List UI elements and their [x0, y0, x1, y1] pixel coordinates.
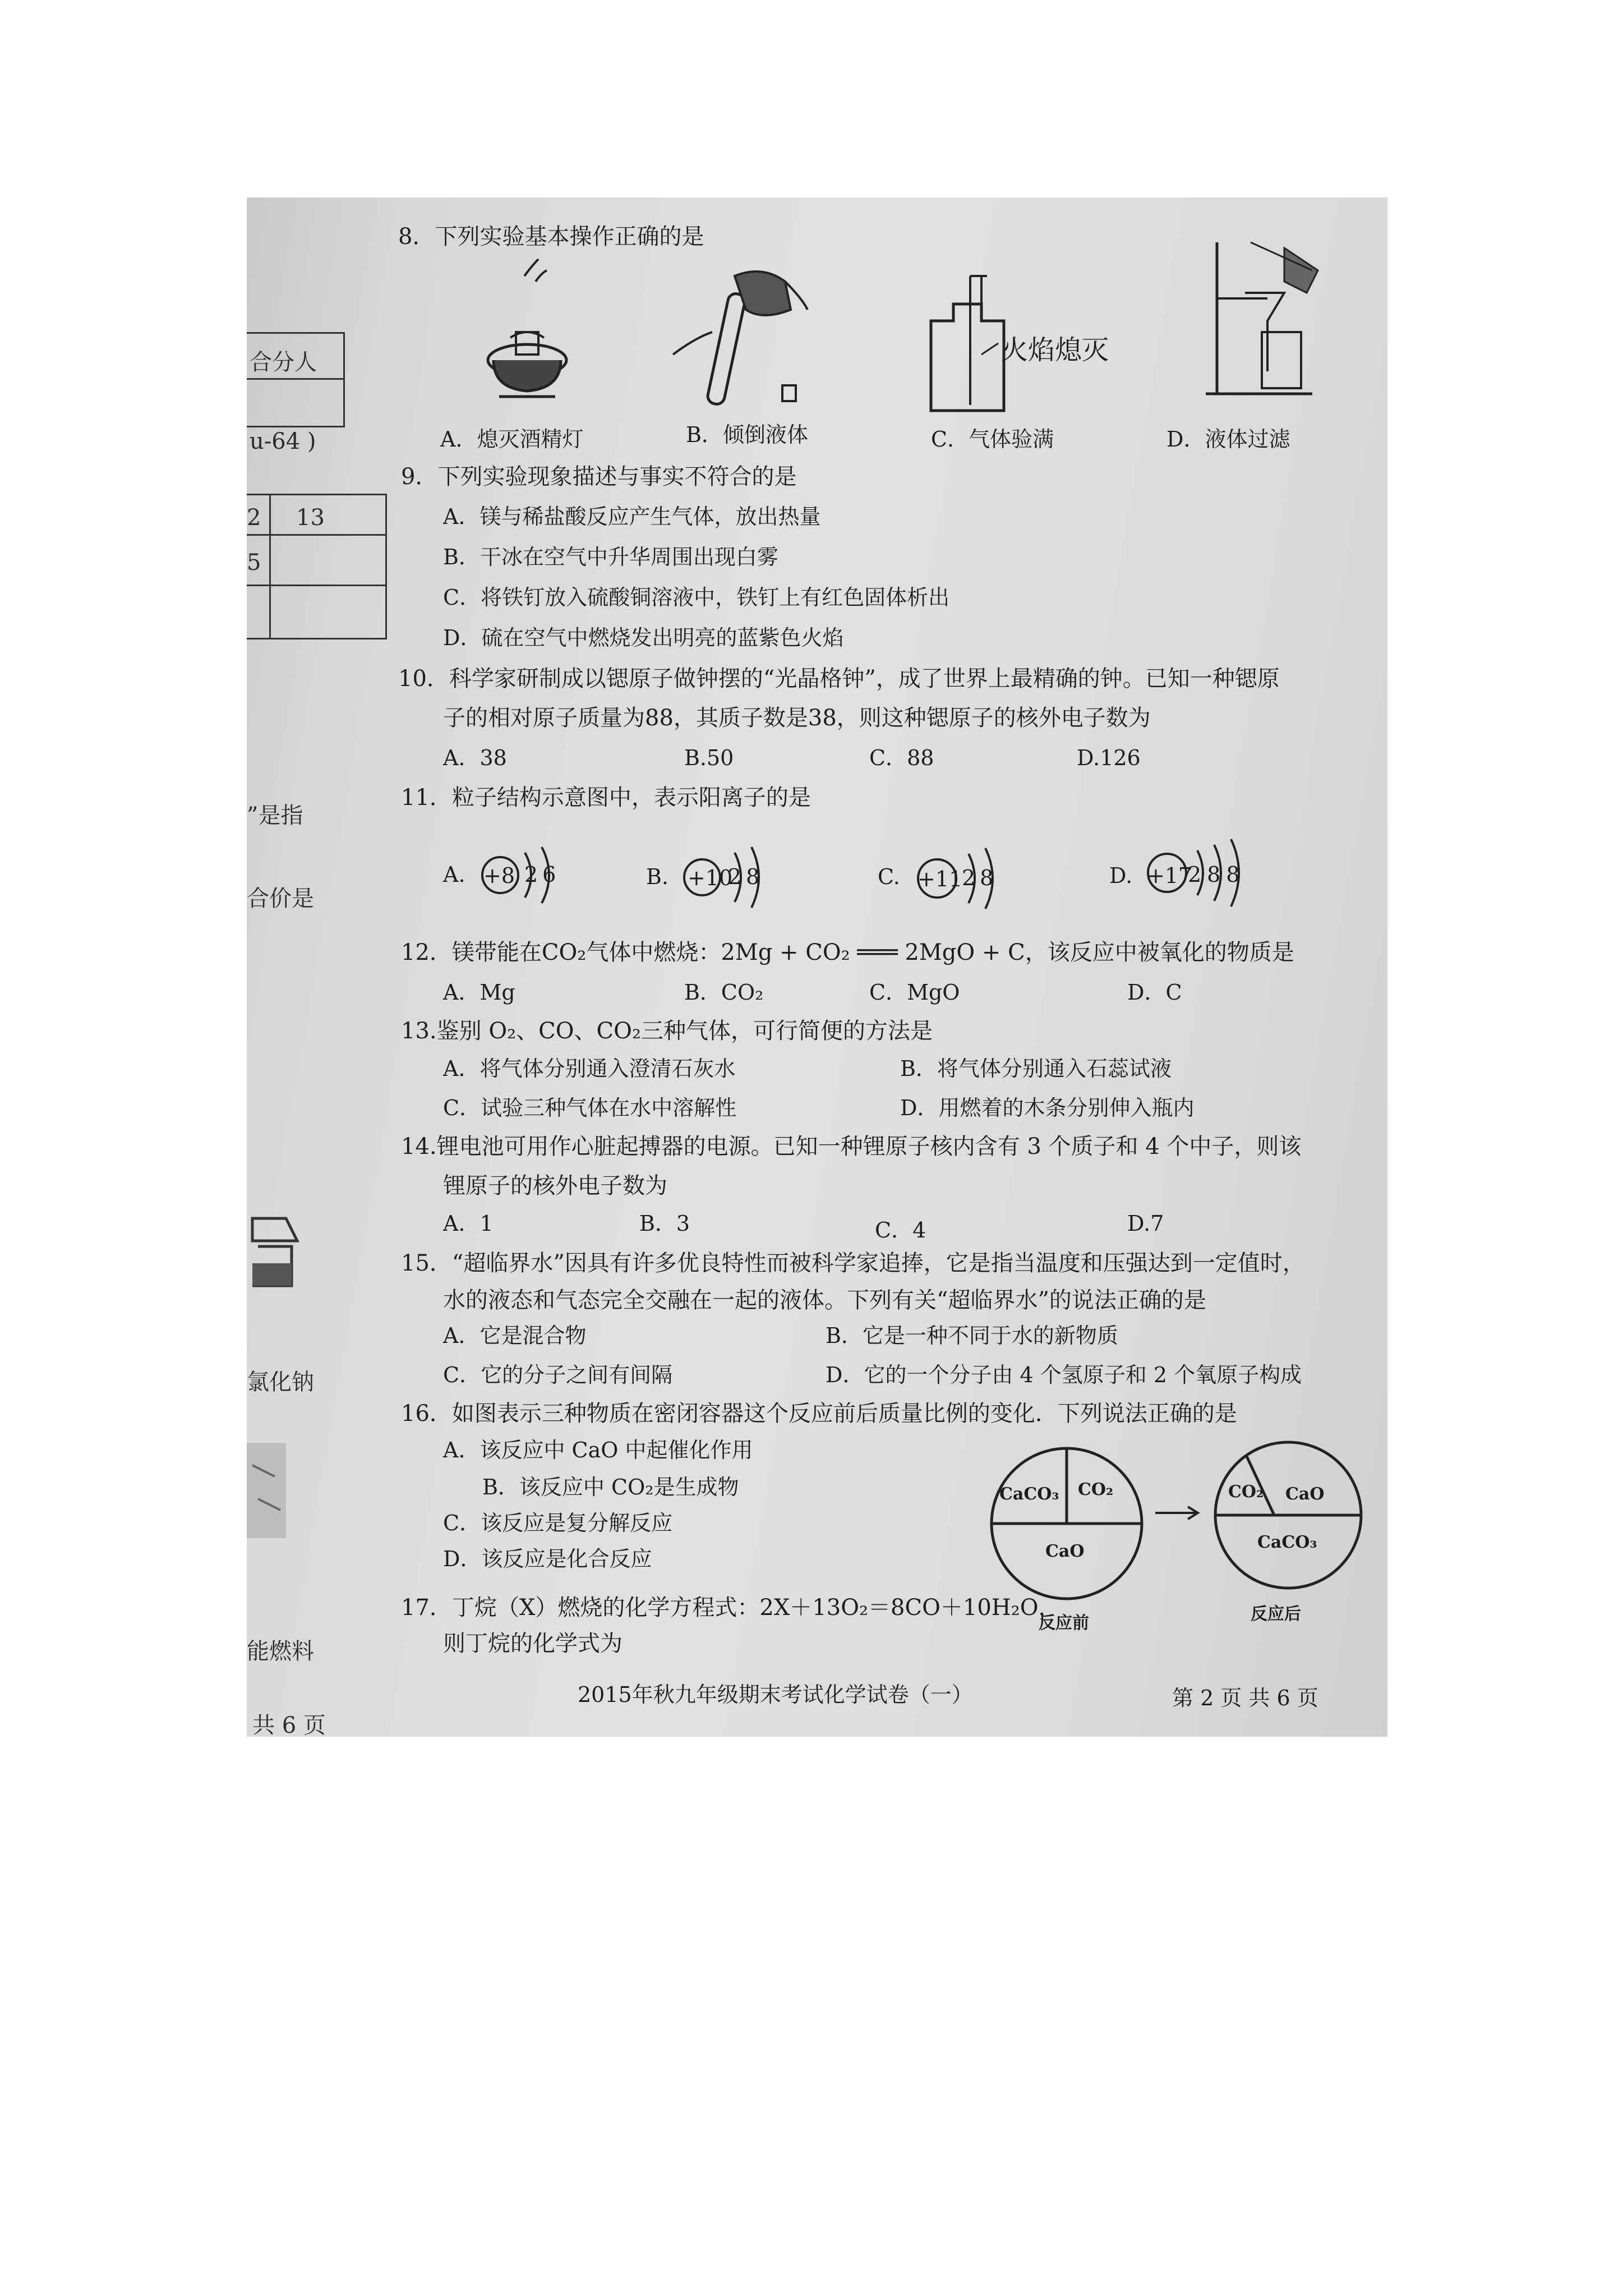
q13-stem: 13.鉴别 O₂、CO、CO₂三种气体，可行简便的方法是 — [401, 1018, 933, 1044]
left-answer-grid-row2 — [247, 585, 387, 586]
pie-before-caco3: CaCO₃ — [999, 1484, 1059, 1504]
q11-option-a-nucleus: +8 — [483, 863, 515, 888]
pie-after — [1212, 1439, 1364, 1591]
left-fragment: ”是指 — [247, 803, 303, 829]
q11-option-a-label: A. — [443, 862, 465, 887]
q11-option-b-label: B. — [646, 864, 669, 889]
q11-option-a-shells: 26 — [524, 862, 561, 887]
left-score-num: 13 — [296, 505, 325, 531]
q12-option-d: D．C — [1127, 980, 1182, 1005]
q11-option-c-nucleus: +11 — [917, 867, 963, 891]
q9-option-b: B．干冰在空气中升华周围出现白雾 — [443, 545, 778, 569]
q10-option-c: C．88 — [869, 746, 934, 770]
q12-option-b: B．CO₂ — [684, 980, 764, 1005]
q9-option-c: C．将铁钉放入硫酸铜溶液中，铁钉上有红色固体析出 — [443, 585, 950, 610]
alcohol-lamp-figure — [471, 259, 583, 411]
exam-photo — [247, 197, 1387, 1737]
q11-option-c-label: C. — [878, 864, 900, 889]
pouring-liquid-figure — [651, 242, 819, 411]
left-answer-grid-row1 — [247, 534, 387, 536]
q17-stem-line2: 则丁烷的化学式为 — [443, 1631, 623, 1657]
q15-stem-line2: 水的液态和气态完全交融在一起的液体。下列有关“超临界水”的说法正确的是 — [443, 1287, 1206, 1313]
q8-option-c: C．气体验满 — [931, 427, 1054, 452]
q10-stem-line2: 子的相对原子质量为88，其质子数是38，则这种锶原子的核外电子数为 — [443, 705, 1151, 731]
filtration-figure — [1200, 237, 1335, 405]
q10-stem-line1: 10．科学家研制成以锶原子做钟摆的“光晶格钟”，成了世界上最精确的钟。已知一种锶原 — [398, 666, 1280, 692]
q9-option-a: A．镁与稀盐酸反应产生气体，放出热量 — [443, 504, 821, 529]
q13-option-a: A．将气体分别通入澄清石灰水 — [443, 1056, 736, 1081]
q10-option-d: D.126 — [1077, 746, 1141, 770]
q11-option-c-shells: 28 — [962, 866, 998, 890]
q16-stem: 16．如图表示三种物质在密闭容器这个反应前后质量比例的变化．下列说法正确的是 — [401, 1401, 1237, 1427]
q16-option-a: A．该反应中 CaO 中起催化作用 — [443, 1438, 753, 1462]
left-photo-fragment — [247, 1443, 286, 1538]
q15-option-a: A．它是混合物 — [443, 1323, 587, 1348]
left-balance-icon — [247, 1207, 303, 1297]
q15-stem-line1: 15．“超临界水”因具有许多优良特性而被科学家追捧，它是指当温度和压强达到一定值时， — [401, 1250, 1305, 1276]
q16-option-d: D．该反应是化合反应 — [443, 1547, 652, 1571]
q13-option-d: D．用燃着的木条分别伸入瓶内 — [900, 1096, 1195, 1120]
q8-option-d: D．液体过滤 — [1166, 427, 1290, 452]
q14-stem-line1: 14.锂电池可用作心脏起搏器的电源。已知一种锂原子核内含有 3 个质子和 4 个中子，则该 — [401, 1134, 1302, 1159]
pie-before-co2: CO₂ — [1078, 1480, 1114, 1499]
pie-after-caco3: CaCO₃ — [1257, 1533, 1317, 1552]
left-fragment: 合价是 — [247, 886, 314, 912]
q12-stem: 12．镁带能在CO₂气体中燃烧：2Mg + CO₂ ═══ 2MgO + C，该反应中被氧化的物质是 — [401, 940, 1294, 965]
q11-stem: 11．粒子结构示意图中，表示阳离子的是 — [401, 785, 811, 811]
q11-option-b-nucleus: +10 — [688, 866, 733, 890]
q13-option-b: B．将气体分别通入石蕊试液 — [900, 1056, 1172, 1081]
pie-after-cao: CaO — [1285, 1484, 1325, 1504]
q9-option-d: D．硫在空气中燃烧发出明亮的蓝紫色火焰 — [443, 625, 844, 650]
q15-option-b: B．它是一种不同于水的新物质 — [826, 1323, 1118, 1348]
q17-stem-line1: 17．丁烷（X）燃烧的化学方程式：2X＋13O₂＝8CO＋10H₂O， — [401, 1595, 1061, 1621]
q8-stem: 8．下列实验基本操作正确的是 — [398, 224, 704, 250]
left-fragment: 氯化钠 — [247, 1369, 314, 1395]
q14-stem-line2: 锂原子的核外电子数为 — [443, 1173, 667, 1199]
left-partial-num-a: 2 — [247, 505, 261, 531]
pie-before — [988, 1445, 1145, 1602]
q11-option-b-shells: 28 — [728, 864, 764, 889]
left-partial-num-b: 5 — [247, 550, 261, 576]
exam-title-footer: 2015年秋九年级期末考试化学试卷（一） — [578, 1682, 973, 1707]
q11-option-d-label: D. — [1109, 863, 1133, 888]
q10-option-b: B.50 — [684, 746, 734, 770]
page-number-footer: 第 2 页 共 6 页 — [1172, 1686, 1318, 1710]
q12-option-a: A．Mg — [443, 980, 515, 1005]
flame-label: 火焰熄灭 — [1001, 334, 1109, 366]
q8-option-b: B．倾倒液体 — [686, 422, 808, 447]
q9-stem: 9．下列实验现象描述与事实不符合的是 — [401, 464, 797, 490]
q14-option-a: A．1 — [443, 1211, 494, 1236]
q14-option-c: C．4 — [875, 1218, 926, 1243]
left-fragment: 能燃料 — [247, 1639, 314, 1664]
q15-option-c: C．它的分子之间有间隔 — [443, 1363, 673, 1387]
pie-before-label: 反应前 — [1039, 1613, 1089, 1633]
reaction-arrow-icon — [1153, 1504, 1204, 1521]
pie-before-cao: CaO — [1045, 1542, 1085, 1561]
q10-option-a: A．38 — [443, 746, 507, 770]
q8-option-a: A．熄灭酒精灯 — [440, 427, 584, 452]
q15-option-d: D．它的一个分子由 4 个氢原子和 2 个氧原子构成 — [826, 1363, 1302, 1387]
q12-option-c: C．MgO — [869, 980, 960, 1005]
q11-option-d-nucleus: +17 — [1147, 863, 1192, 888]
left-answer-grid-col — [269, 494, 271, 639]
left-fragment: 共 6 页 — [252, 1713, 326, 1737]
q16-option-b: B．该反应中 CO₂是生成物 — [482, 1475, 739, 1499]
q11-option-d-shells: 288 — [1188, 862, 1246, 887]
q13-option-c: C．试验三种气体在水中溶解性 — [443, 1096, 737, 1120]
q16-option-c: C．该反应是复分解反应 — [443, 1511, 673, 1535]
pie-after-label: 反应后 — [1251, 1604, 1301, 1624]
left-atomic-note: u-64 ) — [250, 429, 316, 454]
q14-option-b: B．3 — [639, 1211, 690, 1236]
q14-option-d: D.7 — [1127, 1211, 1164, 1236]
pie-after-co2: CO₂ — [1228, 1482, 1264, 1502]
left-header-cell: 合分人 — [250, 349, 317, 375]
